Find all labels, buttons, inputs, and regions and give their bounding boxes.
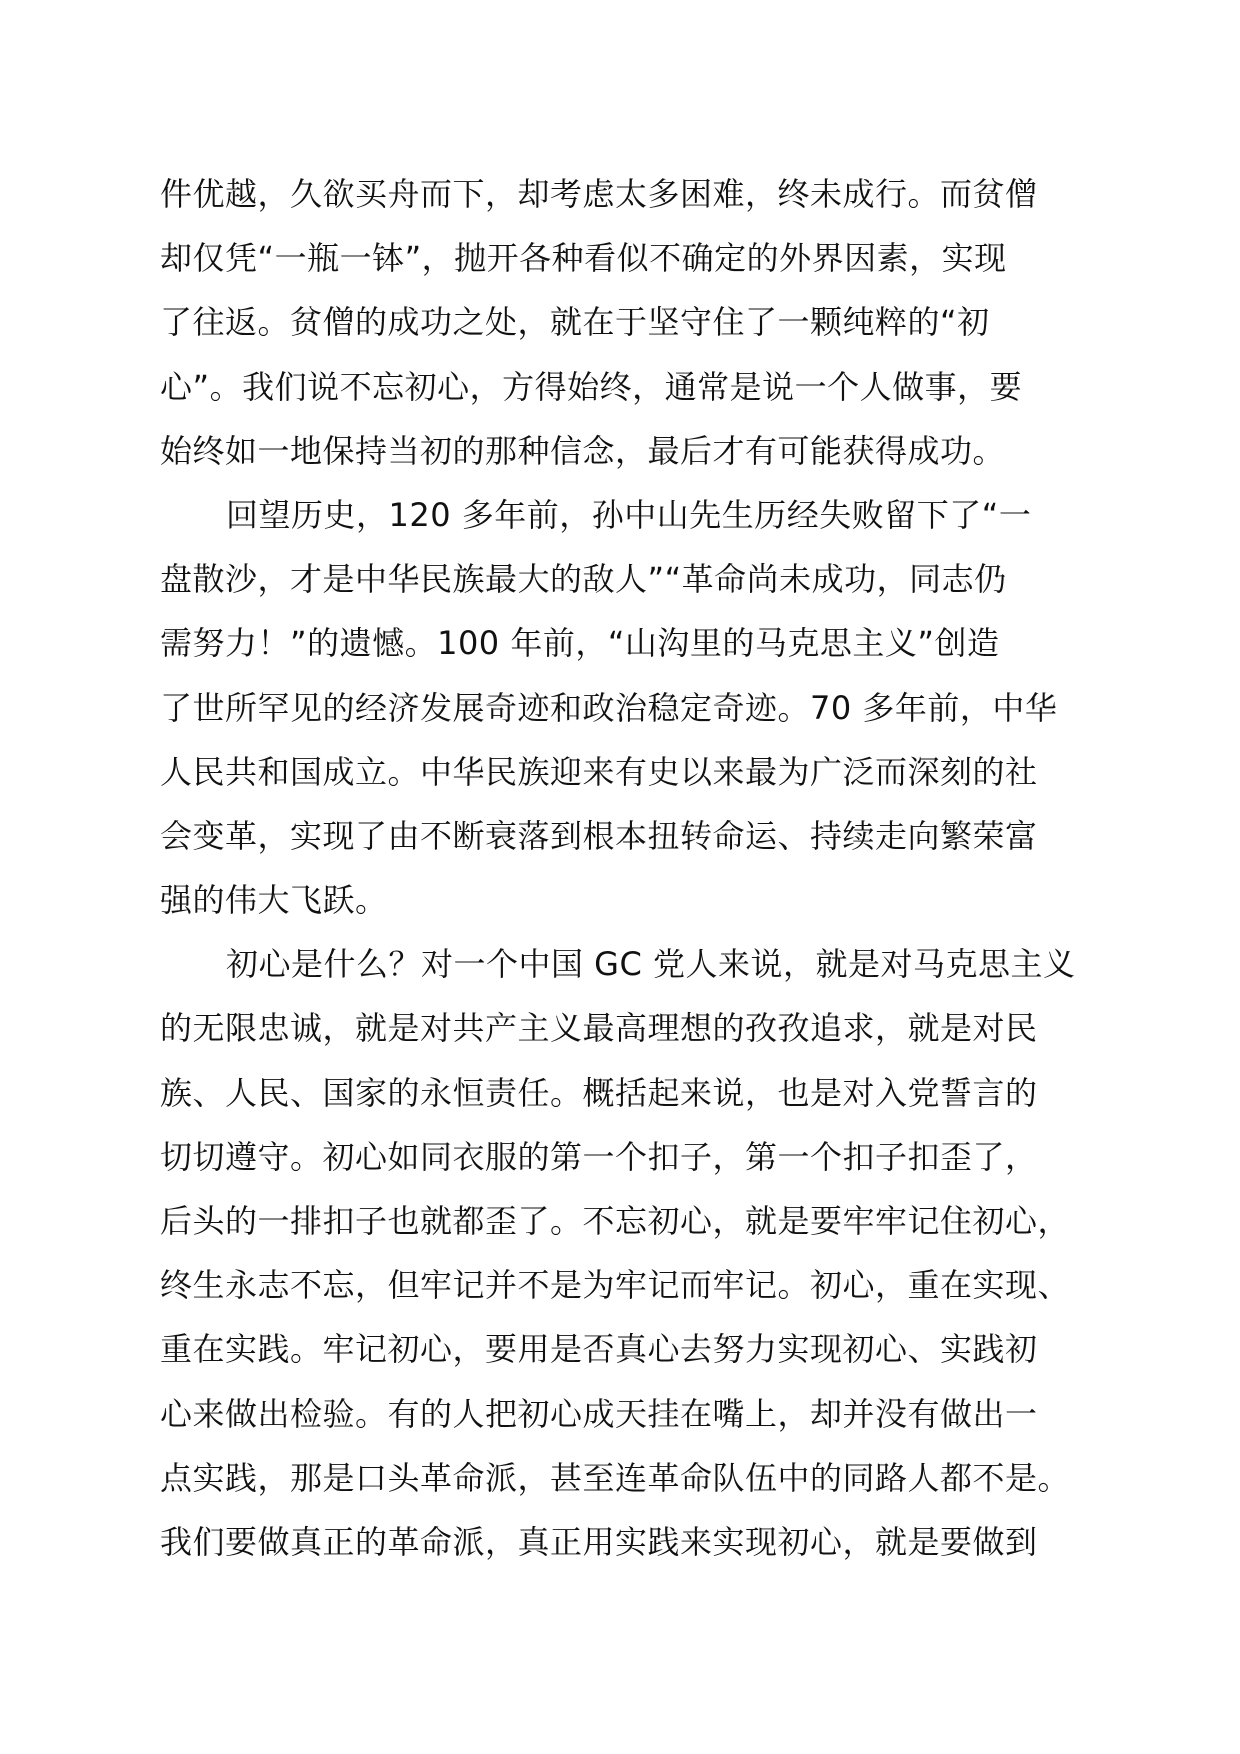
text-line-16: 切切遵守。初心如同衣服的第一个扣子，第一个扣子扣歪了， bbox=[160, 1137, 1038, 1176]
text-line-4: 心”。我们说不忘初心，方得始终，通常是说一个人做事，要 bbox=[160, 367, 1023, 406]
body-text bbox=[160, 162, 1095, 1574]
text-line-18: 终生永志不忘，但牢记并不是为牢记而牢记。初心，重在实现、 bbox=[160, 1266, 1071, 1305]
text-line-9: 了世所罕见的经济发展奇迹和政治稳定奇迹。70 多年前，中华 bbox=[160, 688, 1058, 727]
text-line-17: 后头的一排扣子也就都歪了。不忘初心，就是要牢牢记住初心， bbox=[160, 1202, 1071, 1240]
text-line-20: 心来做出检验。有的人把初心成天挂在嘴上，却并没有做出一 bbox=[160, 1394, 1038, 1433]
text-line-22: 我们要做真正的革命派，真正用实践来实现初心，就是要做到 bbox=[160, 1522, 1038, 1561]
text-line-14: 的无限忠诚，就是对共产主义最高理想的孜孜追求，就是对民 bbox=[160, 1009, 1038, 1048]
paragraph-start-original-aspiration: 初心是什么？对一个中国 GC 党人来说，就是对马克思主义 bbox=[226, 945, 1076, 984]
text-line-8: 需努力！”的遗憾。100 年前，“山沟里的马克思主义”创造 bbox=[160, 624, 1000, 663]
text-line-21: 点实践，那是口头革命派，甚至连革命队伍中的同路人都不是。 bbox=[160, 1458, 1071, 1497]
text-line-12: 强的伟大飞跃。 bbox=[160, 881, 388, 920]
text-line-2: 却仅凭“一瓶一钵”，抛开各种看似不确定的外界因素，实现 bbox=[160, 239, 1007, 278]
text-line-11: 会变革，实现了由不断衰落到根本扭转命运、持续走向繁荣富 bbox=[160, 816, 1038, 855]
text-line-15: 族、人民、国家的永恒责任。概括起来说，也是对入党誓言的 bbox=[160, 1073, 1038, 1112]
text-line-5: 始终如一地保持当初的那种信念，最后才有可能获得成功。 bbox=[160, 431, 1006, 470]
text-line-7: 盘散沙，才是中华民族最大的敌人”“革命尚未成功，同志仍 bbox=[160, 560, 1007, 599]
text-line-10: 人民共和国成立。中华民族迎来有史以来最为广泛而深刻的社 bbox=[160, 752, 1038, 791]
text-line-3: 了往返。贫僧的成功之处，就在于坚守住了一颗纯粹的“初 bbox=[160, 303, 990, 342]
text-line-1: 件优越，久欲买舟而下，却考虑太多困难，终未成行。而贫僧 bbox=[160, 175, 1038, 213]
paragraph-start-history: 回望历史，120 多年前，孙中山先生历经失败留下了“一 bbox=[226, 495, 1032, 534]
text-line-19: 重在实践。牢记初心，要用是否真心去努力实现初心、实践初 bbox=[160, 1330, 1038, 1369]
